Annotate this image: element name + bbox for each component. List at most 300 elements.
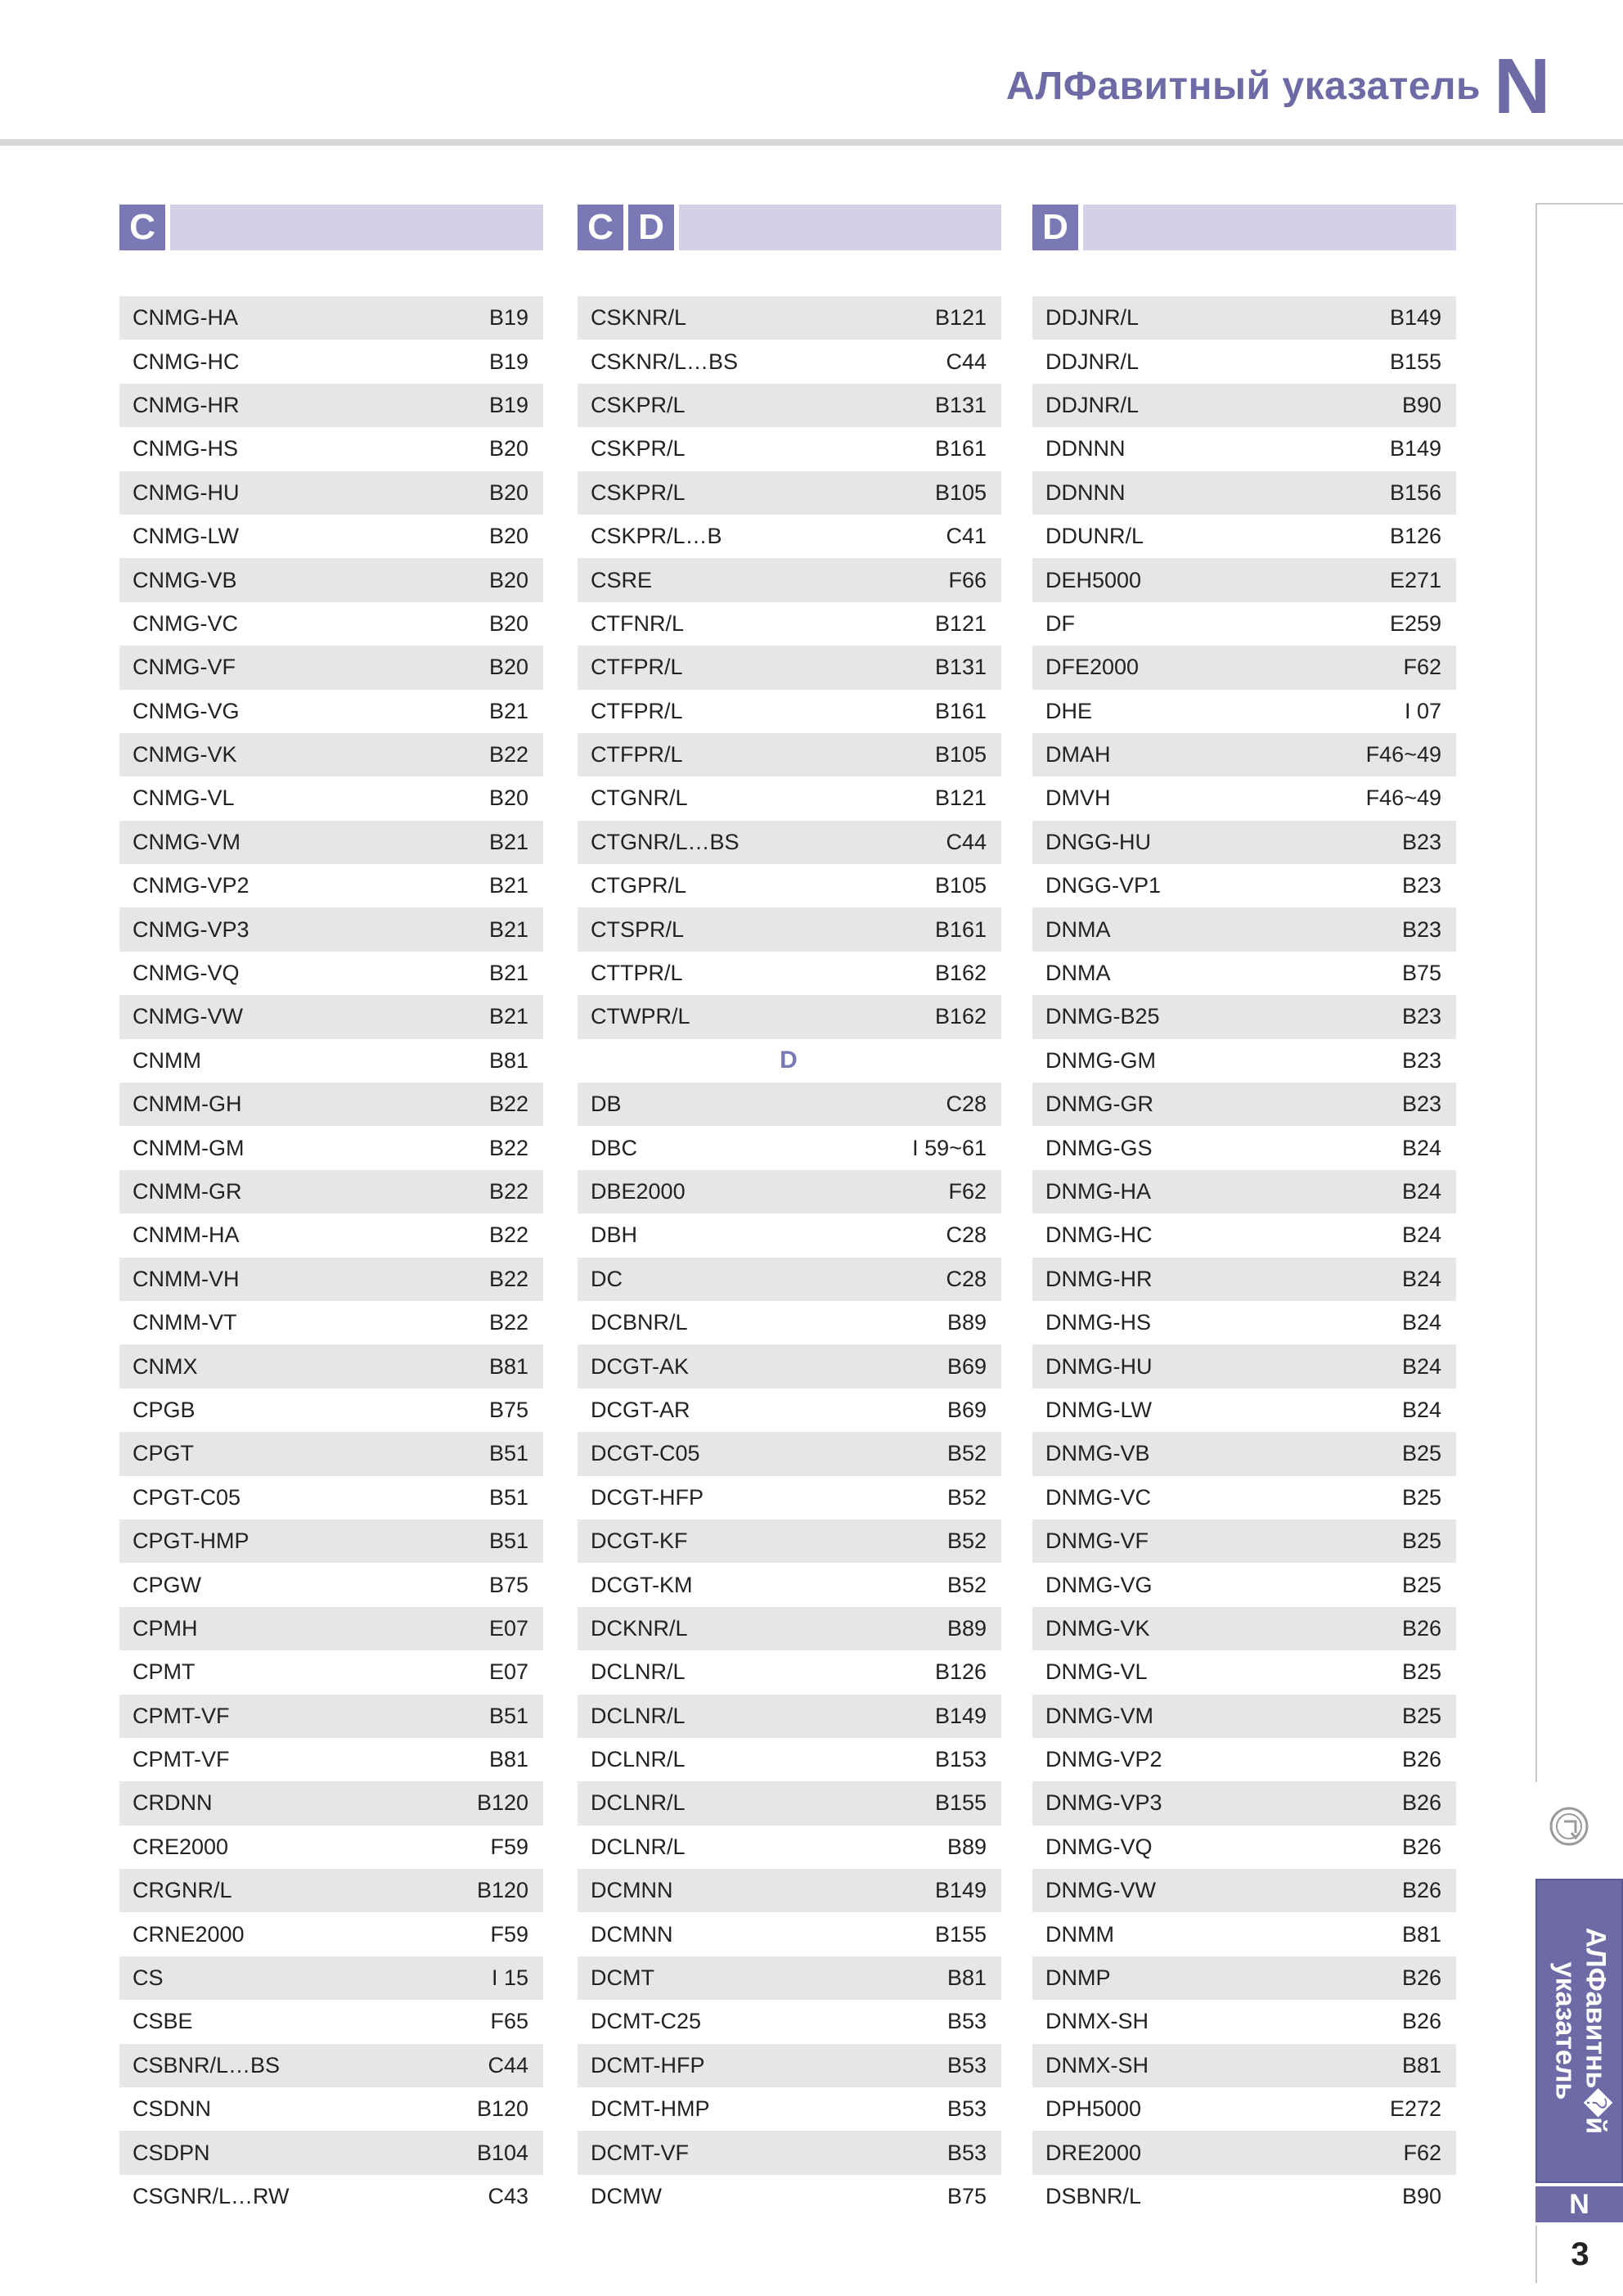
item-code: CPGB bbox=[133, 1397, 196, 1422]
page-reference: B26 bbox=[1401, 1790, 1441, 1816]
item-code: DNMG-VM bbox=[1045, 1703, 1153, 1728]
section-letter: D bbox=[780, 1047, 798, 1074]
page-reference: F65 bbox=[490, 2009, 528, 2034]
index-row[interactable] bbox=[578, 602, 1001, 646]
item-code: DCGT-KF bbox=[591, 1528, 688, 1554]
page-reference: B26 bbox=[1401, 2009, 1441, 2034]
item-code: CTGNR/L bbox=[591, 786, 688, 811]
index-row[interactable] bbox=[1032, 1519, 1456, 1563]
column-letter: D bbox=[1032, 205, 1078, 250]
item-code: CNMG-VP2 bbox=[133, 873, 250, 898]
item-code: CSKPR/L bbox=[591, 479, 686, 505]
item-code: DNMM bbox=[1045, 1921, 1114, 1947]
index-row[interactable] bbox=[578, 1213, 1001, 1257]
index-row[interactable] bbox=[578, 1519, 1001, 1563]
page-reference: B121 bbox=[934, 786, 987, 811]
index-row[interactable] bbox=[119, 1781, 543, 1825]
sidebar-letter: N bbox=[1535, 2186, 1623, 2222]
index-row[interactable] bbox=[119, 2044, 543, 2087]
index-row[interactable] bbox=[119, 1389, 543, 1432]
index-row[interactable] bbox=[119, 427, 543, 470]
page-reference: B155 bbox=[1389, 349, 1441, 374]
item-code: CRGNR/L bbox=[133, 1878, 232, 1903]
item-code: DNGG-VP1 bbox=[1045, 873, 1162, 898]
item-code: CNMG-LW bbox=[133, 524, 239, 549]
index-row[interactable] bbox=[1032, 864, 1456, 907]
item-code: DCLNR/L bbox=[591, 1790, 686, 1816]
index-row[interactable] bbox=[119, 1432, 543, 1475]
item-code: CNMG-VQ bbox=[133, 961, 240, 986]
page-reference: B26 bbox=[1401, 1747, 1441, 1772]
item-code: DNMG-HC bbox=[1045, 1222, 1153, 1248]
index-row[interactable] bbox=[119, 340, 543, 383]
index-row[interactable] bbox=[119, 1344, 543, 1388]
item-code: CNMG-VL bbox=[133, 786, 235, 811]
index-row[interactable] bbox=[1032, 1432, 1456, 1475]
index-row[interactable] bbox=[1032, 558, 1456, 601]
page-reference: B25 bbox=[1401, 1528, 1441, 1554]
index-row[interactable] bbox=[578, 1126, 1001, 1169]
page-reference: B21 bbox=[488, 873, 528, 898]
index-row[interactable] bbox=[1032, 1039, 1456, 1083]
index-row[interactable] bbox=[1032, 1170, 1456, 1213]
index-row[interactable] bbox=[1032, 1213, 1456, 1257]
index-row[interactable] bbox=[578, 1476, 1001, 1519]
item-code: CRE2000 bbox=[133, 1834, 229, 1859]
item-code: DNMG-VQ bbox=[1045, 1834, 1153, 1859]
item-code: DEH5000 bbox=[1045, 567, 1142, 592]
page-reference: B26 bbox=[1401, 1965, 1441, 1991]
index-row[interactable] bbox=[578, 1258, 1001, 1301]
item-code: DNMG-LW bbox=[1045, 1397, 1152, 1422]
item-code: CSKNR/L bbox=[591, 305, 687, 331]
index-row[interactable] bbox=[1032, 646, 1456, 689]
page-reference: E07 bbox=[488, 1659, 528, 1685]
page-reference: B22 bbox=[488, 742, 528, 768]
index-row[interactable] bbox=[119, 1170, 543, 1213]
page-reference: B121 bbox=[934, 610, 987, 636]
page-reference: B23 bbox=[1401, 829, 1441, 854]
index-row[interactable] bbox=[578, 1695, 1001, 1738]
page-reference: E271 bbox=[1389, 567, 1441, 592]
index-row[interactable] bbox=[119, 646, 543, 689]
page-title: АЛФавитный указатель bbox=[1005, 65, 1481, 108]
index-row[interactable] bbox=[578, 1389, 1001, 1432]
item-code: DDNNN bbox=[1045, 479, 1126, 505]
item-code: CNMM-GM bbox=[133, 1135, 245, 1160]
index-row[interactable] bbox=[119, 733, 543, 777]
index-row[interactable] bbox=[119, 1301, 543, 1344]
index-row[interactable] bbox=[578, 1301, 1001, 1344]
item-code: DNMG-VB bbox=[1045, 1441, 1150, 1466]
page-reference: B23 bbox=[1401, 1004, 1441, 1029]
index-row[interactable] bbox=[1032, 1607, 1456, 1650]
item-code: CSKPR/L bbox=[591, 436, 686, 461]
index-row[interactable] bbox=[119, 1956, 543, 2000]
item-code: DCGT-C05 bbox=[591, 1441, 700, 1466]
page-reference: B53 bbox=[946, 2140, 987, 2165]
page-reference: B23 bbox=[1401, 916, 1441, 942]
item-code: CNMG-HS bbox=[133, 436, 238, 461]
item-code: DNGG-HU bbox=[1045, 829, 1151, 854]
page-reference: B20 bbox=[488, 610, 528, 636]
index-row[interactable] bbox=[578, 952, 1001, 995]
index-row[interactable] bbox=[1032, 1301, 1456, 1344]
column-letter: C bbox=[119, 205, 165, 250]
item-code: CTFPR/L bbox=[591, 655, 683, 680]
page-reference: B26 bbox=[1401, 1834, 1441, 1859]
index-row[interactable] bbox=[119, 2131, 543, 2174]
item-code: CRDNN bbox=[133, 1790, 213, 1816]
page-reference: B24 bbox=[1401, 1397, 1441, 1422]
index-row[interactable] bbox=[119, 1869, 543, 1912]
index-row[interactable] bbox=[1032, 1826, 1456, 1869]
page-reference: B20 bbox=[488, 479, 528, 505]
index-row[interactable] bbox=[1032, 995, 1456, 1038]
index-row[interactable] bbox=[578, 690, 1001, 733]
page-reference: B22 bbox=[488, 1179, 528, 1204]
index-row[interactable] bbox=[1032, 471, 1456, 515]
index-row[interactable] bbox=[578, 471, 1001, 515]
index-row[interactable] bbox=[119, 864, 543, 907]
page-reference: B21 bbox=[488, 829, 528, 854]
index-row[interactable] bbox=[119, 1563, 543, 1606]
index-row[interactable] bbox=[578, 1912, 1001, 1956]
item-code: CNMG-VK bbox=[133, 742, 237, 768]
index-column-d bbox=[1032, 205, 1456, 2218]
column-letter: D bbox=[628, 205, 674, 250]
index-row[interactable] bbox=[119, 777, 543, 820]
item-code: DMAH bbox=[1045, 742, 1111, 768]
index-row[interactable] bbox=[1032, 2175, 1456, 2218]
index-row[interactable] bbox=[119, 471, 543, 515]
section-divider bbox=[578, 1039, 1001, 1083]
index-row[interactable] bbox=[1032, 2131, 1456, 2174]
index-row[interactable] bbox=[578, 2000, 1001, 2043]
item-code: DSBNR/L bbox=[1045, 2183, 1142, 2208]
index-row[interactable] bbox=[119, 690, 543, 733]
item-code: CNMG-HU bbox=[133, 479, 240, 505]
index-row[interactable] bbox=[119, 602, 543, 646]
page-reference: F62 bbox=[948, 1179, 987, 1204]
item-code: DCMT bbox=[591, 1965, 654, 1991]
item-code: DF bbox=[1045, 610, 1075, 636]
index-row[interactable] bbox=[119, 1039, 543, 1083]
index-row[interactable] bbox=[1032, 384, 1456, 427]
index-row[interactable] bbox=[119, 1650, 543, 1694]
page-reference: B19 bbox=[488, 392, 528, 417]
index-row[interactable] bbox=[1032, 1695, 1456, 1738]
index-column-c bbox=[119, 205, 543, 2218]
page-reference: F62 bbox=[1403, 655, 1441, 680]
index-row[interactable] bbox=[119, 1083, 543, 1126]
item-code: DNMG-GS bbox=[1045, 1135, 1153, 1160]
page-reference: B51 bbox=[488, 1484, 528, 1510]
index-row[interactable] bbox=[1032, 1738, 1456, 1781]
page-reference: B162 bbox=[934, 961, 987, 986]
index-row[interactable] bbox=[1032, 1476, 1456, 1519]
index-list bbox=[1032, 296, 1456, 2218]
item-code: DDJNR/L bbox=[1045, 305, 1140, 331]
index-row[interactable] bbox=[1032, 1650, 1456, 1694]
index-row[interactable] bbox=[119, 1519, 543, 1563]
item-code: CNMG-VC bbox=[133, 610, 238, 636]
page-reference: B26 bbox=[1401, 1615, 1441, 1641]
index-row[interactable] bbox=[119, 1258, 543, 1301]
index-row[interactable] bbox=[119, 1126, 543, 1169]
index-row[interactable] bbox=[119, 952, 543, 995]
index-row[interactable] bbox=[1032, 602, 1456, 646]
index-row[interactable] bbox=[119, 1213, 543, 1257]
index-row[interactable] bbox=[119, 1607, 543, 1650]
index-row[interactable] bbox=[578, 907, 1001, 951]
index-row[interactable] bbox=[1032, 1956, 1456, 2000]
page-reference: F66 bbox=[948, 567, 987, 592]
item-code: DNMG-VF bbox=[1045, 1528, 1149, 1554]
page-reference: F46~49 bbox=[1365, 786, 1441, 811]
page-reference: B69 bbox=[946, 1397, 987, 1422]
index-row[interactable] bbox=[1032, 1126, 1456, 1169]
sidebar-tab-line2: указатель bbox=[1549, 1961, 1580, 2100]
index-row[interactable] bbox=[1032, 690, 1456, 733]
item-code: DCMNN bbox=[591, 1921, 673, 1947]
page-number: 3 bbox=[1535, 2226, 1623, 2283]
page-reference: B75 bbox=[1401, 961, 1441, 986]
item-code: CPGT bbox=[133, 1441, 195, 1466]
page-reference: B25 bbox=[1401, 1659, 1441, 1685]
index-row[interactable] bbox=[119, 558, 543, 601]
sidebar-tab-label bbox=[1549, 1928, 1610, 2134]
circular-arrow-icon[interactable] bbox=[1546, 1803, 1592, 1849]
index-row[interactable] bbox=[578, 384, 1001, 427]
index-row[interactable] bbox=[578, 1170, 1001, 1213]
index-row[interactable] bbox=[578, 1738, 1001, 1781]
index-row[interactable] bbox=[1032, 1389, 1456, 1432]
item-code: CSDPN bbox=[133, 2140, 210, 2165]
page-reference: F46~49 bbox=[1365, 742, 1441, 768]
item-code: CRNE2000 bbox=[133, 1921, 245, 1947]
sidebar-tab-index[interactable] bbox=[1535, 1879, 1623, 2183]
item-code: DCGT-AR bbox=[591, 1397, 690, 1422]
item-code: CNMX bbox=[133, 1353, 198, 1379]
index-row[interactable] bbox=[1032, 733, 1456, 777]
index-row[interactable] bbox=[1032, 821, 1456, 864]
index-row[interactable] bbox=[1032, 1912, 1456, 1956]
index-row[interactable] bbox=[119, 1912, 543, 1956]
page-reference: B149 bbox=[1389, 305, 1441, 331]
item-code: CPMT-VF bbox=[133, 1747, 230, 1772]
item-code: CNMM-GH bbox=[133, 1092, 242, 1117]
item-code: CTSPR/L bbox=[591, 916, 685, 942]
index-row[interactable] bbox=[578, 427, 1001, 470]
index-row[interactable] bbox=[578, 2044, 1001, 2087]
index-row[interactable] bbox=[578, 2087, 1001, 2131]
item-code: CNMG-VB bbox=[133, 567, 237, 592]
index-row[interactable] bbox=[578, 1607, 1001, 1650]
index-row[interactable] bbox=[578, 1432, 1001, 1475]
index-row[interactable] bbox=[578, 1781, 1001, 1825]
item-code: CTFPR/L bbox=[591, 698, 683, 723]
column-header-bar bbox=[170, 205, 543, 250]
item-code: DCKNR/L bbox=[591, 1615, 688, 1641]
index-row[interactable] bbox=[1032, 1563, 1456, 1606]
page-reference: C41 bbox=[946, 524, 987, 549]
index-row[interactable] bbox=[1032, 1869, 1456, 1912]
index-row[interactable] bbox=[578, 558, 1001, 601]
item-code: DHE bbox=[1045, 698, 1093, 723]
index-row[interactable] bbox=[578, 733, 1001, 777]
item-code: DCMT-VF bbox=[591, 2140, 689, 2165]
index-row[interactable] bbox=[1032, 1083, 1456, 1126]
item-code: DNMG-VC bbox=[1045, 1484, 1151, 1510]
item-code: DC bbox=[591, 1266, 623, 1291]
index-row[interactable] bbox=[119, 296, 543, 340]
page-reference: F62 bbox=[1403, 2140, 1441, 2165]
item-code: CNMM bbox=[133, 1047, 201, 1073]
page-reference: B22 bbox=[488, 1222, 528, 1248]
index-row[interactable] bbox=[119, 1826, 543, 1869]
page-reference: E259 bbox=[1389, 610, 1441, 636]
index-row[interactable] bbox=[119, 995, 543, 1038]
index-row[interactable] bbox=[1032, 340, 1456, 383]
page-reference: B104 bbox=[476, 2140, 528, 2165]
index-row[interactable] bbox=[578, 777, 1001, 820]
item-code: CNMG-HC bbox=[133, 349, 240, 374]
index-row[interactable] bbox=[1032, 2000, 1456, 2043]
index-row[interactable] bbox=[578, 2131, 1001, 2174]
page-reference: B52 bbox=[946, 1484, 987, 1510]
page-reference: B126 bbox=[1389, 524, 1441, 549]
page-reference: C43 bbox=[488, 2183, 528, 2208]
item-code: DNMG-VK bbox=[1045, 1615, 1150, 1641]
index-row[interactable] bbox=[1032, 1258, 1456, 1301]
index-row[interactable] bbox=[119, 2087, 543, 2131]
item-code: DCMW bbox=[591, 2183, 662, 2208]
page-reference: B149 bbox=[1389, 436, 1441, 461]
index-row[interactable] bbox=[578, 1344, 1001, 1388]
page-reference: B121 bbox=[934, 305, 987, 331]
item-code: DNMG-GM bbox=[1045, 1047, 1156, 1073]
index-row[interactable] bbox=[578, 515, 1001, 558]
index-row[interactable] bbox=[1032, 296, 1456, 340]
page-reference: B53 bbox=[946, 2052, 987, 2078]
page-reference: B25 bbox=[1401, 1484, 1441, 1510]
page-reference: B52 bbox=[946, 1572, 987, 1597]
index-row[interactable] bbox=[119, 1695, 543, 1738]
item-code: CNMG-VM bbox=[133, 829, 241, 854]
index-row[interactable] bbox=[1032, 952, 1456, 995]
page-reference: B75 bbox=[488, 1397, 528, 1422]
index-row[interactable] bbox=[578, 1869, 1001, 1912]
index-row[interactable] bbox=[578, 646, 1001, 689]
sidebar-tab-line1: АЛФавитнь�й bbox=[1579, 1927, 1611, 2135]
page-reference: B22 bbox=[488, 1310, 528, 1335]
item-code: DDNNN bbox=[1045, 436, 1126, 461]
item-code: CNMM-GR bbox=[133, 1179, 242, 1204]
page-reference: B161 bbox=[934, 698, 987, 723]
item-code: CNMG-VF bbox=[133, 655, 236, 680]
index-row[interactable] bbox=[578, 340, 1001, 383]
item-code: DNMX-SH bbox=[1045, 2009, 1149, 2034]
index-list bbox=[578, 296, 1001, 2218]
page-reference: B81 bbox=[488, 1047, 528, 1073]
page-reference: B51 bbox=[488, 1528, 528, 1554]
index-row[interactable] bbox=[578, 2175, 1001, 2218]
index-row[interactable] bbox=[119, 821, 543, 864]
item-code: DCGT-HFP bbox=[591, 1484, 704, 1510]
page-reference: B20 bbox=[488, 524, 528, 549]
page-reference: B131 bbox=[934, 655, 987, 680]
page-reference: B24 bbox=[1401, 1266, 1441, 1291]
item-code: DCLNR/L bbox=[591, 1703, 686, 1728]
index-row[interactable] bbox=[578, 864, 1001, 907]
index-row[interactable] bbox=[119, 2175, 543, 2218]
item-code: DCMT-HFP bbox=[591, 2052, 705, 2078]
index-row[interactable] bbox=[1032, 777, 1456, 820]
index-row[interactable] bbox=[1032, 2044, 1456, 2087]
index-row[interactable] bbox=[119, 2000, 543, 2043]
page-reference: B20 bbox=[488, 786, 528, 811]
page-reference: C28 bbox=[946, 1266, 987, 1291]
item-code: DNMG-HU bbox=[1045, 1353, 1153, 1379]
index-row[interactable] bbox=[119, 515, 543, 558]
index-row[interactable] bbox=[119, 384, 543, 427]
page-reference: B53 bbox=[946, 2009, 987, 2034]
page-reference: B53 bbox=[946, 2096, 987, 2122]
page-reference: B23 bbox=[1401, 873, 1441, 898]
index-row[interactable] bbox=[578, 1826, 1001, 1869]
index-row[interactable] bbox=[578, 821, 1001, 864]
item-code: CTFNR/L bbox=[591, 610, 684, 636]
page-reference: B89 bbox=[946, 1834, 987, 1859]
header-divider bbox=[0, 139, 1623, 146]
page-reference: B20 bbox=[488, 655, 528, 680]
index-row[interactable] bbox=[1032, 427, 1456, 470]
index-row[interactable] bbox=[1032, 907, 1456, 951]
index-row[interactable] bbox=[119, 907, 543, 951]
item-code: DRE2000 bbox=[1045, 2140, 1142, 2165]
item-code: DCLNR/L bbox=[591, 1834, 686, 1859]
page-reference: B25 bbox=[1401, 1703, 1441, 1728]
index-row[interactable] bbox=[1032, 2087, 1456, 2131]
index-row[interactable] bbox=[578, 1956, 1001, 2000]
page-reference: B20 bbox=[488, 567, 528, 592]
item-code: CSDNN bbox=[133, 2096, 212, 2122]
index-row[interactable] bbox=[1032, 1781, 1456, 1825]
index-row[interactable] bbox=[1032, 1344, 1456, 1388]
page-reference: B51 bbox=[488, 1441, 528, 1466]
page-reference: B25 bbox=[1401, 1441, 1441, 1466]
page-reference: B21 bbox=[488, 1004, 528, 1029]
item-code: CNMG-HR bbox=[133, 392, 240, 417]
index-row[interactable] bbox=[119, 1738, 543, 1781]
index-row[interactable] bbox=[578, 995, 1001, 1038]
index-row[interactable] bbox=[578, 296, 1001, 340]
index-row[interactable] bbox=[1032, 515, 1456, 558]
column-header bbox=[1032, 205, 1456, 250]
item-code: DCGT-KM bbox=[591, 1572, 693, 1597]
page-reference: B26 bbox=[1401, 1878, 1441, 1903]
page-reference: B153 bbox=[934, 1747, 987, 1772]
item-code: CTFPR/L bbox=[591, 742, 683, 768]
index-row[interactable] bbox=[578, 1650, 1001, 1694]
index-row[interactable] bbox=[119, 1476, 543, 1519]
index-row[interactable] bbox=[578, 1563, 1001, 1606]
page-reference: C28 bbox=[946, 1222, 987, 1248]
item-code: CPMH bbox=[133, 1615, 198, 1641]
item-code: CNMG-VW bbox=[133, 1004, 243, 1029]
index-row[interactable] bbox=[578, 1083, 1001, 1126]
